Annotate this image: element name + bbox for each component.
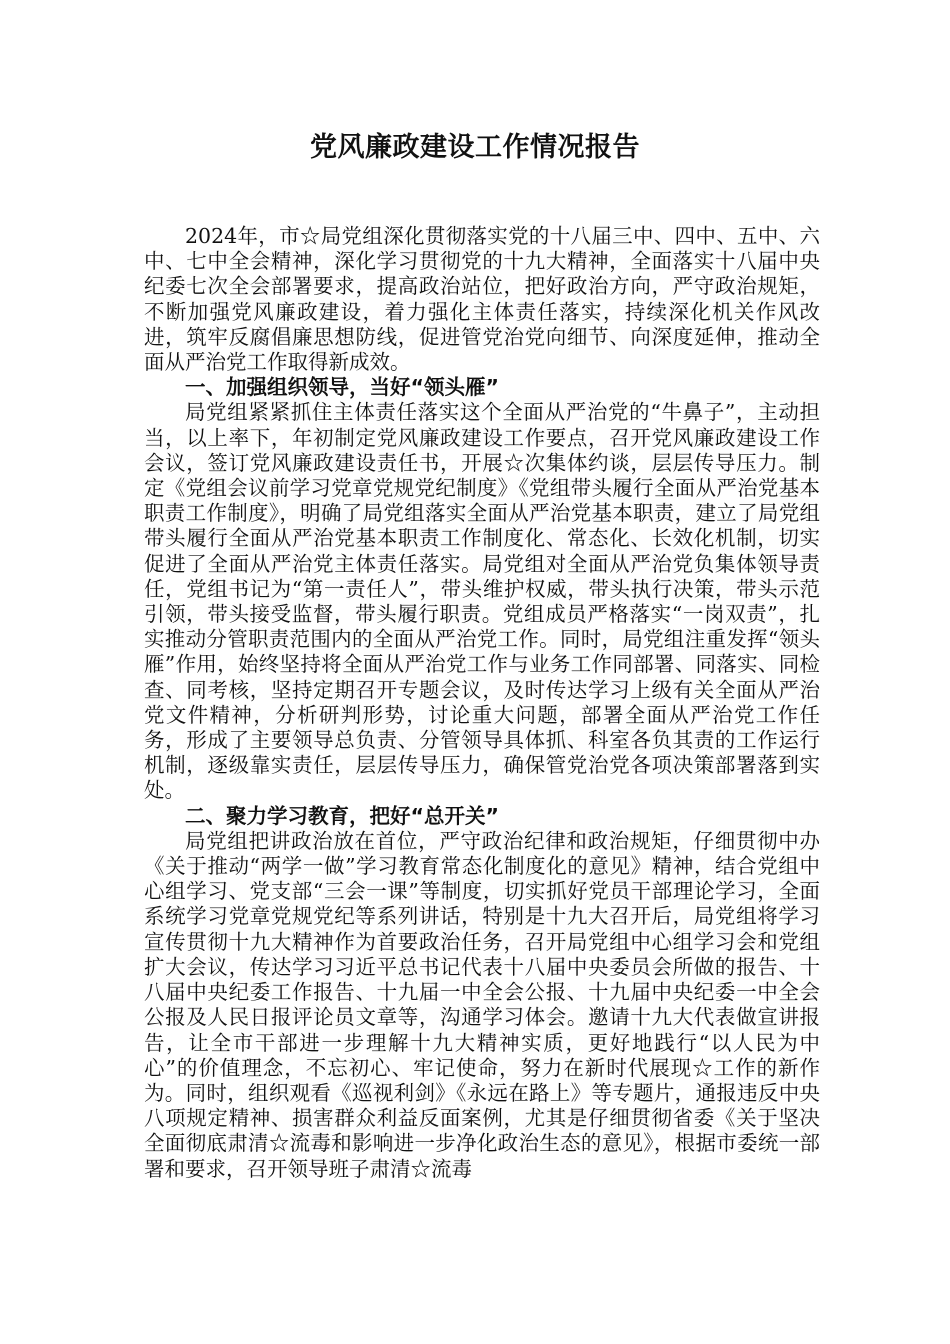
document-body — [144, 224, 820, 1182]
document-title: 党风廉政建设工作情况报告 — [310, 132, 640, 163]
section-1-paragraph: 局党组紧紧抓住主体责任落实这个全面从严治党的“牛鼻子”，主动担当，以上率下，年初制定党风廉政建设工作要点，召开党风廉政建设工作会议，签订党风廉政建设责任书，开展☆次集体约谈，层层传导压力。制定《党组会议前学习党章党规党纪制度》《党组带头履行全面从严治党基本职责工作制度》，明确了局党组落实全面从严治党基本职责，建立了局党组带头履行全面从严治党基本职责工作制度化、常态化、长效化机制，切实促进了全面从严治党主体责任落实。局党组对全面从严治党负集体领导责任，党组书记为“第一责任人”，带头维护权威，带头执行决策，带头示范引领，带头接受监督，带头履行职责。党组成员严格落实“一岗双责”，扎实推动分管职责范围内的全面从严治党工作。同时，局党组注重发挥“领头雁”作用，始终坚持将全面从严治党工作与业务工作同部署、同落实、同检查、同考核，坚持定期召开专题会议，及时传达学习上级有关全面从严治党文件精神，分析研判形势，讨论重大问题，部署全面从严治党工作任务，形成了主要领导总负责、分管领导具体抓、科室各负其责的工作运行机制，逐级靠实责任，层层传导压力，确保管党治党各项决策部署落到实处。 — [144, 400, 820, 803]
section-heading-2: 二、聚力学习教育，把好“总开关” — [185, 803, 499, 828]
intro-paragraph: 2024年，市☆局党组深化贯彻落实党的十八届三中、四中、五中、六中、七中全会精神，深化学习贯彻党的十九大精神，全面落实十八届中央纪委七次全会部署要求，提高政治站位，把好政治方向，严守政治规矩，不断加强党风廉政建设，着力强化主体责任落实，持续深化机关作风改进，筑牢反腐倡廉思想防线，促进管党治党向细节、向深度延伸，推动全面从严治党工作取得新成效。 — [144, 224, 820, 375]
section-heading-1: 一、加强组织领导，当好“领头雁” — [185, 375, 499, 400]
section-2-paragraph: 局党组把讲政治放在首位，严守政治纪律和政治规矩，仔细贯彻中办《关于推动“两学一做”学习教育常态化制度化的意见》精神，结合党组中心组学习、党支部“三会一课”等制度，切实抓好党员干部理论学习，全面系统学习党章党规党纪等系列讲话，特别是十九大召开后，局党组将学习宣传贯彻十九大精神作为首要政治任务，召开局党组中心组学习会和党组扩大会议，传达学习习近平总书记代表十八届中央委员会所做的报告、十八届中央纪委工作报告、十九届一中全会公报、十九届中央纪委一中全会公报及人民日报评论员文章等，沟通学习体会。邀请十九大代表做宣讲报告，让全市干部进一步理解十九大精神实质，更好地践行“以人民为中心”的价值理念，不忘初心、牢记使命，努力在新时代展现☆工作的新作为。同时，组织观看《巡视利剑》《永远在路上》等专题片，通报违反中央八项规定精神、损害群众利益反面案例，尤其是仔细贯彻省委《关于坚决全面彻底肃清☆流毒和影响进一步净化政治生态的意见》，根据市委统一部署和要求，召开领导班子肃清☆流毒 — [144, 828, 820, 1181]
